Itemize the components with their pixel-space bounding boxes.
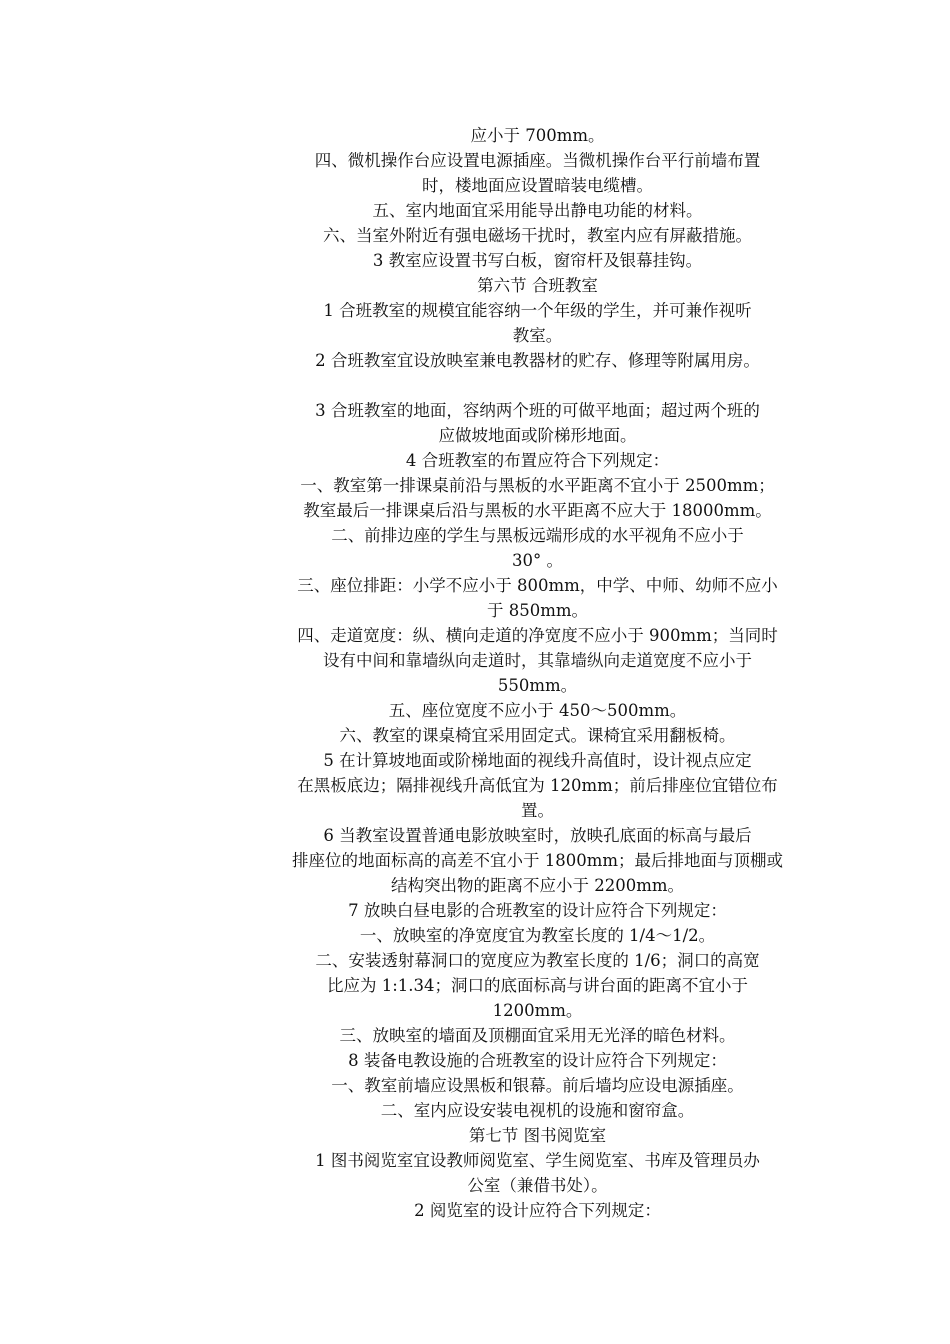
text-line: 二、室内应设安装电视机的设施和窗帘盒。: [380, 1101, 695, 1120]
text-line: 在黑板底边；隔排视线升高低宜为 120mm；前后排座位宜错位布: [297, 776, 778, 795]
text-line: 五、室内地面宜采用能导出静电功能的材料。: [372, 201, 703, 220]
text-line: 30° 。: [512, 551, 563, 570]
text-line: 2 合班教室宜设放映室兼电教器材的贮存、修理等附属用房。: [315, 351, 760, 370]
text-line: 4 合班教室的布置应符合下列规定：: [405, 451, 670, 470]
text-line: 教室。: [512, 326, 563, 345]
text-line: 550mm。: [497, 676, 578, 695]
text-line: 二、前排边座的学生与黑板远端形成的水平视角不应小于: [331, 526, 744, 545]
text-line: 设有中间和靠墙纵向走道时，其靠墙纵向走道宽度不应小于: [323, 651, 752, 670]
text-line: 排座位的地面标高的高差不宜小于 1800mm；最后排地面与顶棚或: [291, 851, 784, 870]
text-line: 于 850mm。: [486, 601, 589, 620]
text-line: 比应为 1:1.34；洞口的底面标高与讲台面的距离不宜小于: [326, 976, 749, 995]
text-line: 六、当室外附近有强电磁场干扰时，教室内应有屏蔽措施。: [323, 226, 752, 245]
text-line: 时，楼地面应设置暗装电缆槽。: [422, 176, 653, 195]
text-line: 结构突出物的距离不应小于 2200mm。: [390, 876, 685, 895]
text-line: 1 图书阅览室宜设教师阅览室、学生阅览室、书库及管理员办: [315, 1151, 760, 1170]
text-line: 8 装备电教设施的合班教室的设计应符合下列规定：: [348, 1051, 727, 1070]
text-line: 四、微机操作台应设置电源插座。当微机操作台平行前墙布置: [314, 151, 761, 170]
text-line: 一、教室前墙应设黑板和银幕。前后墙均应设电源插座。: [331, 1076, 744, 1095]
text-line: 三、座位排距：小学不应小于 800mm，中学、中师、幼师不应小: [297, 576, 778, 595]
text-line: 教室最后一排课桌后沿与黑板的水平距离不应大于 18000mm。: [303, 501, 772, 520]
text-line: 应小于 700mm。: [470, 126, 605, 145]
section-heading: 第七节 图书阅览室: [468, 1126, 607, 1145]
text-line: 置。: [521, 801, 554, 820]
text-line: 一、教室第一排课桌前沿与黑板的水平距离不宜小于 2500mm；: [300, 476, 775, 495]
text-line: 5 在计算坡地面或阶梯地面的视线升高值时，设计视点应定: [323, 751, 752, 770]
text-line: 1200mm。: [492, 1001, 583, 1020]
text-line: 六、教室的课桌椅宜采用固定式。课椅宜采用翻板椅。: [339, 726, 736, 745]
text-line: 2 阅览室的设计应符合下列规定：: [414, 1201, 661, 1220]
text-line: 6 当教室设置普通电影放映室时，放映孔底面的标高与最后: [323, 826, 752, 845]
text-line: 五、座位宽度不应小于 450～500mm。: [388, 701, 687, 720]
section-heading: 第六节 合班教室: [477, 276, 598, 295]
text-line: 应做坡地面或阶梯形地面。: [438, 426, 637, 445]
text-line: 公室（兼借书处）。: [467, 1176, 608, 1195]
text-line: 一、放映室的净宽度宜为教室长度的 1/4～1/2。: [359, 926, 716, 945]
text-line: 二、安装透射幕洞口的宽度应为教室长度的 1/6；洞口的高宽: [315, 951, 760, 970]
text-line: 1 合班教室的规模宜能容纳一个年级的学生，并可兼作视听: [323, 301, 752, 320]
text-line: 3 合班教室的地面，容纳两个班的可做平地面；超过两个班的: [315, 401, 760, 420]
text-line: 三、放映室的墙面及顶棚面宜采用无光泽的暗色材料。: [339, 1026, 736, 1045]
text-line: 四、走道宽度：纵、横向走道的净宽度不应小于 900mm；当同时: [297, 626, 778, 645]
text-line: 3 教室应设置书写白板，窗帘杆及银幕挂钩。: [372, 251, 703, 270]
text-line: 7 放映白昼电影的合班教室的设计应符合下列规定：: [348, 901, 727, 920]
